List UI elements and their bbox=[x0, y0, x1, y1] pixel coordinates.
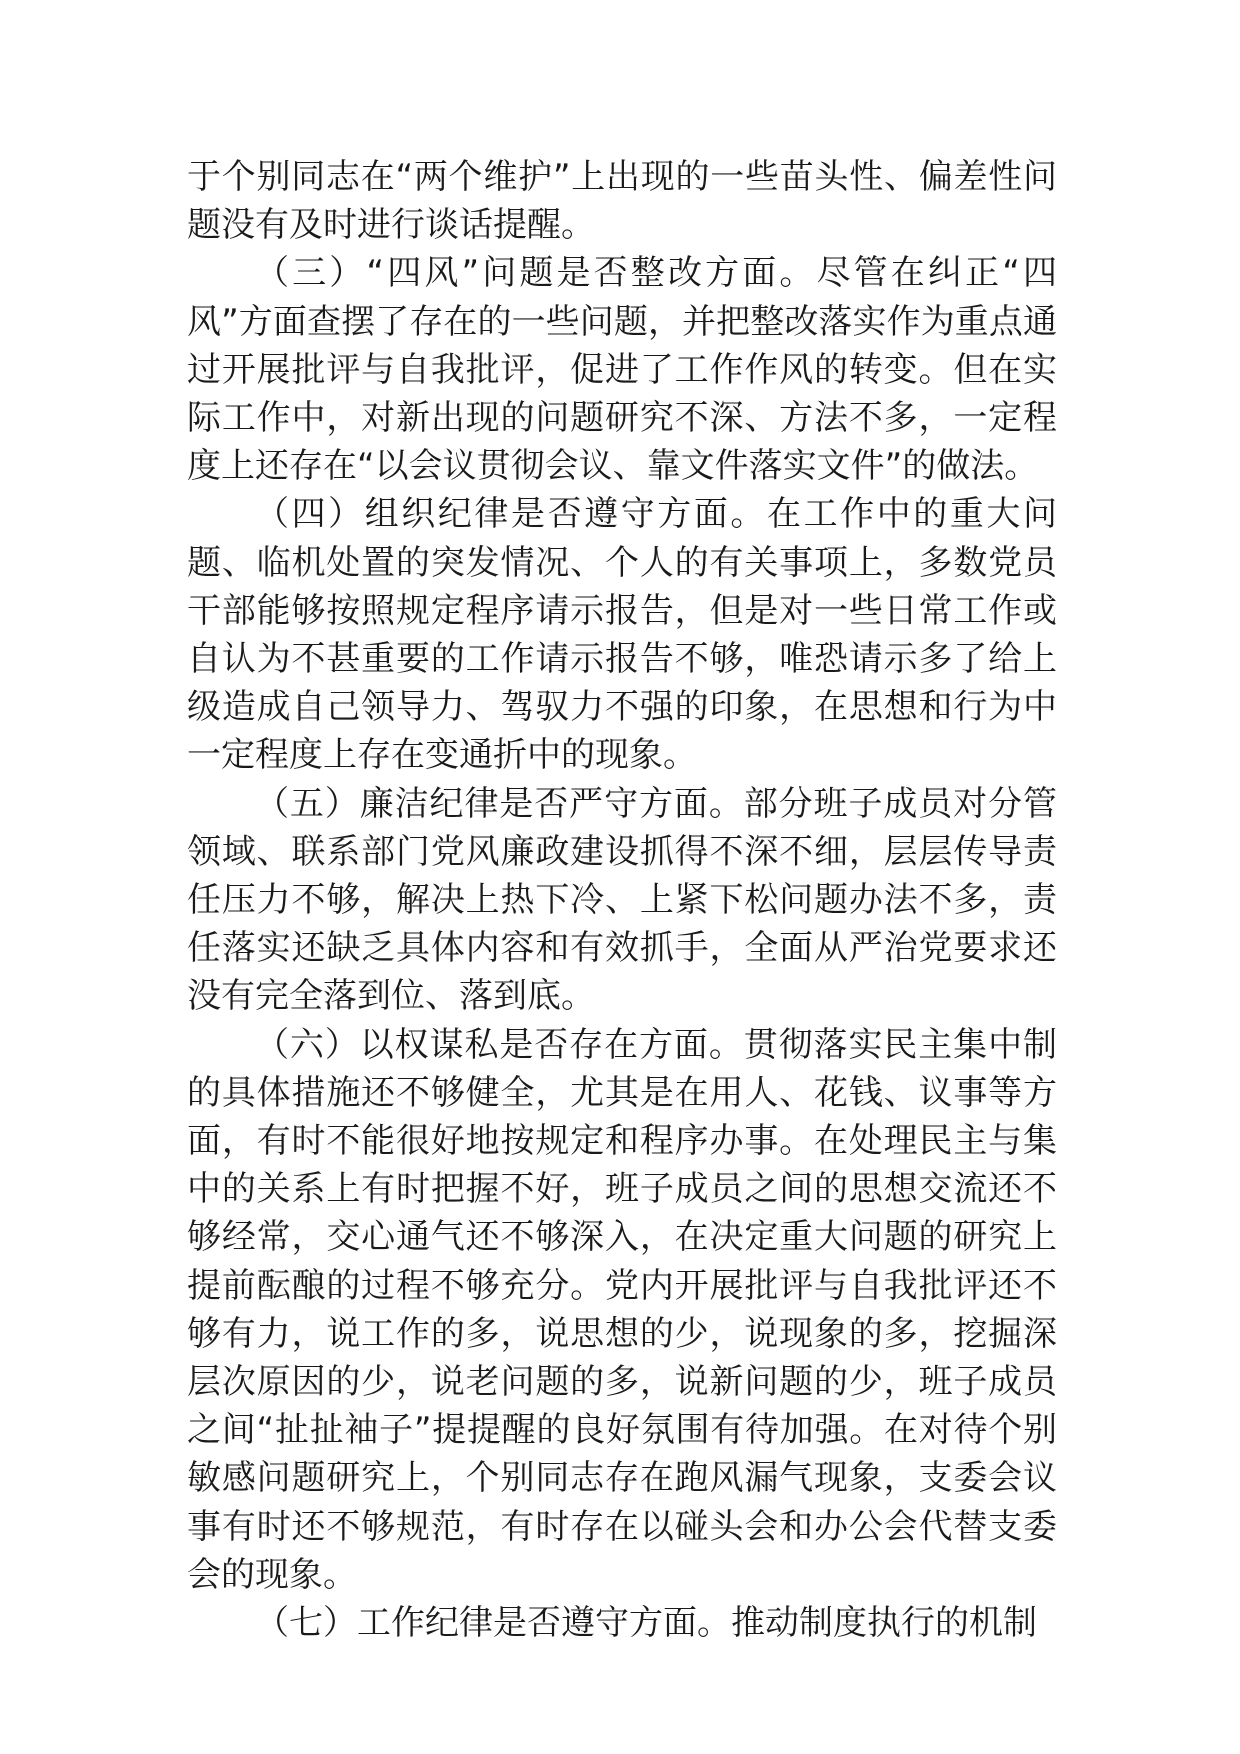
paragraph-abuse-of-power: （六）以权谋私是否存在方面。贯彻落实民主集中制的具体措施还不够健全，尤其是在用人、花钱、议事等方面，有时不能很好地按规定和程序办事。在处理民主与集中的关系上有时把握不好，班子成员之间的思想交流还不够经常，交心通气还不够深入，在决定重大问题的研究上提前酝酿的过程不够充分。党内开展批评与自我批评还不够有力，说工作的多，说思想的少，说现象的多，挖掘深层次原因的少，说老问题的多，说新问题的少，班子成员之间“扯扯袖子”提提醒的良好氛围有待加强。在对待个别敏感问题研究上，个别同志存在跑风漏气现象，支委会议事有时还不够规范，有时存在以碰头会和办公会代替支委会的现象。 bbox=[187, 1024, 1057, 1595]
paragraph-four-winds: （三）“四风”问题是否整改方面。尽管在纠正“四风”方面查摆了存在的一些问题，并把整改落实作为重点通过开展批评与自我批评，促进了工作作风的转变。但在实际工作中，对新出现的问题研究不深、方法不多，一定程度上还存在“以会议贯彻会议、靠文件落实文件”的做法。 bbox=[187, 253, 1057, 487]
paragraph-continuation: 于个别同志在“两个维护”上出现的一些苗头性、偏差性问题没有及时进行谈话提醒。 bbox=[187, 157, 1057, 246]
document-body bbox=[187, 153, 1057, 1647]
paragraph-work-discipline: （七）工作纪律是否遵守方面。推动制度执行的机制 bbox=[255, 1603, 1037, 1644]
paragraph-integrity-discipline: （五）廉洁纪律是否严守方面。部分班子成员对分管领域、联系部门党风廉政建设抓得不深不细，层层传导责任压力不够，解决上热下冷、上紧下松问题办法不多，责任落实还缺乏具体内容和有效抓手，全面从严治党要求还没有完全落到位、落到底。 bbox=[187, 783, 1057, 1017]
paragraph-organizational-discipline: （四）组织纪律是否遵守方面。在工作中的重大问题、临机处置的突发情况、个人的有关事项上，多数党员干部能够按照规定程序请示报告，但是对一些日常工作或自认为不甚重要的工作请示报告不够，唯恐请示多了给上级造成自己领导力、驾驭力不强的印象，在思想和行为中一定程度上存在变通折中的现象。 bbox=[187, 494, 1057, 776]
